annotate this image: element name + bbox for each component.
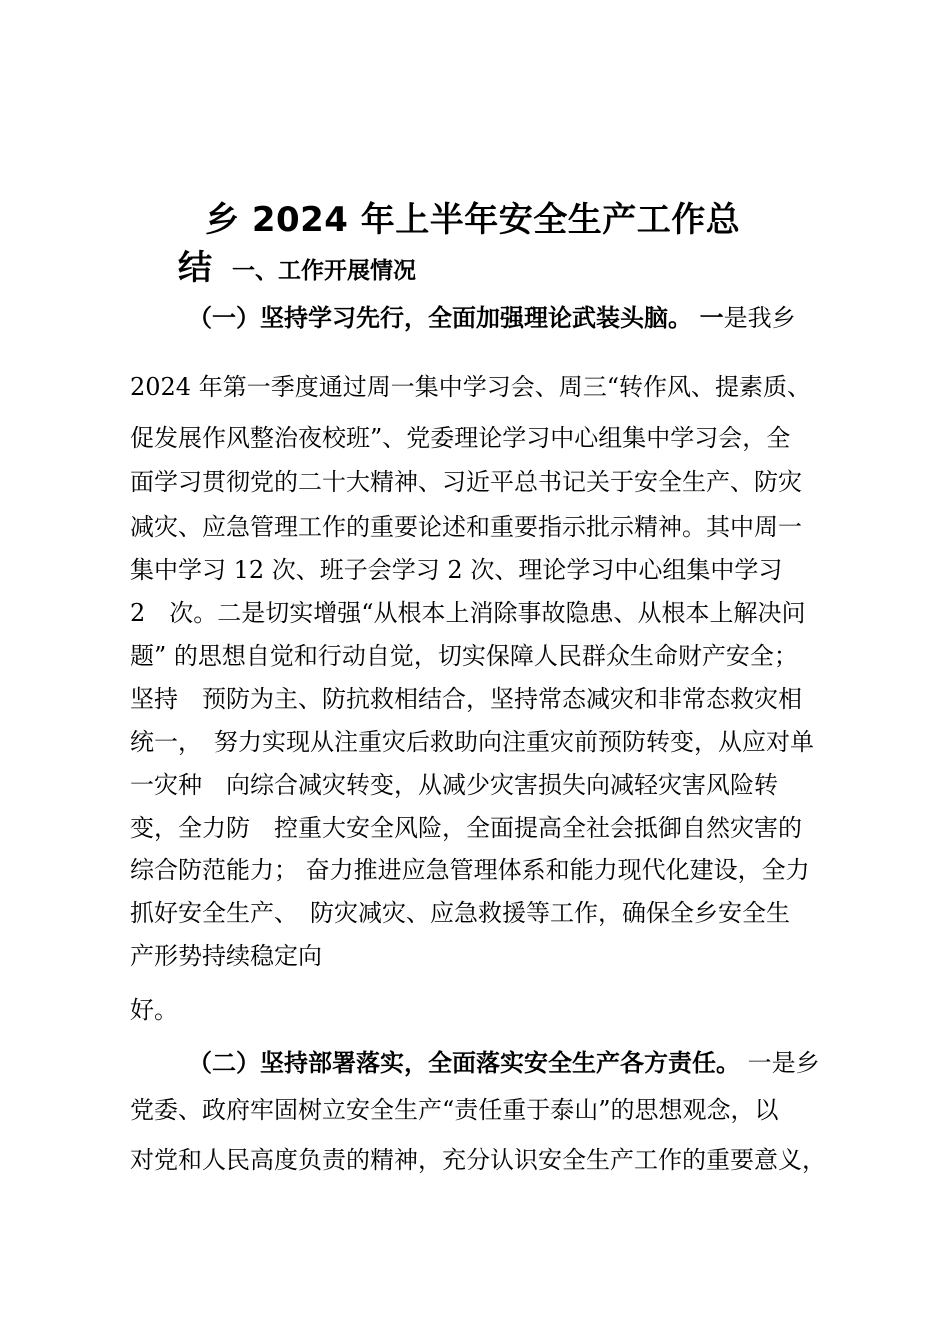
- subsection-heading-2: （二）坚持部署落实，全面落实安全生产各方责任。: [188, 1049, 740, 1077]
- paragraph-line: 促发展作风整治夜校班”、党委理论学习中心组集中学习会，全: [130, 424, 791, 452]
- paragraph-line: 题” 的思想自觉和行动自觉，切实保障人民群众生命财产安全；: [130, 642, 798, 670]
- paragraph-line: 2 次。二是切实增强“从根本上消除事故隐患、从根本上解决问: [130, 599, 806, 627]
- paragraph-line: 面学习贯彻党的二十大精神、习近平总书记关于安全生产、防灾: [130, 468, 802, 496]
- subsection-heading-1-line: [188, 298, 796, 333]
- paragraph-line: 党委、政府牢固树立安全生产“责任重于泰山”的思想观念，以: [130, 1096, 779, 1124]
- subsection-2-lead: 一是乡: [747, 1049, 820, 1077]
- paragraph-line: 变，全力防 控重大安全风险，全面提高全社会抵御自然灾害的: [130, 814, 802, 842]
- subsection-heading-1: （一）坚持学习先行，全面加强理论武装头脑。: [188, 304, 692, 332]
- paragraph-line: 集中学习 12 次、班子会学习 2 次、理论学习中心组集中学习: [130, 556, 783, 584]
- paragraph-line: 对党和人民高度负责的精神，充分认识安全生产工作的重要意义，: [130, 1146, 826, 1174]
- paragraph-line: 坚持 预防为主、防抗救相结合，坚持常态减灾和非常态救灾相: [130, 685, 802, 713]
- paragraph-line: 统一， 努力实现从注重灾后救助向注重灾前预防转变，从应对单: [130, 728, 814, 756]
- section-heading-1: 一、工作开展情况: [232, 258, 416, 284]
- subsection-1-lead-bold: 一: [699, 304, 724, 332]
- paragraph-line: 产形势持续稳定向: [130, 942, 322, 970]
- paragraph-line: 2024 年第一季度通过周一集中学习会、周三“转作风、提素质、: [130, 373, 811, 401]
- document-title: 乡 2024 年上半年安全生产工作总: [205, 200, 741, 240]
- subsection-1-lead-rest: 是我乡: [723, 304, 796, 332]
- paragraph-line: 一灾种 向综合减灾转变，从减少灾害损失向减轻灾害风险转: [130, 771, 778, 799]
- paragraph-line: 综合防范能力； 奋力推进应急管理体系和能力现代化建设，全力: [130, 856, 810, 884]
- paragraph-line: 减灾、应急管理工作的重要论述和重要指示批示精神。其中周一: [130, 513, 802, 541]
- subsection-heading-2-line: [188, 1043, 820, 1078]
- paragraph-line: 好。: [130, 996, 178, 1024]
- paragraph-line: 抓好安全生产、 防灾减灾、应急救援等工作，确保全乡安全生: [130, 899, 790, 927]
- document-title-end: 结: [178, 248, 212, 288]
